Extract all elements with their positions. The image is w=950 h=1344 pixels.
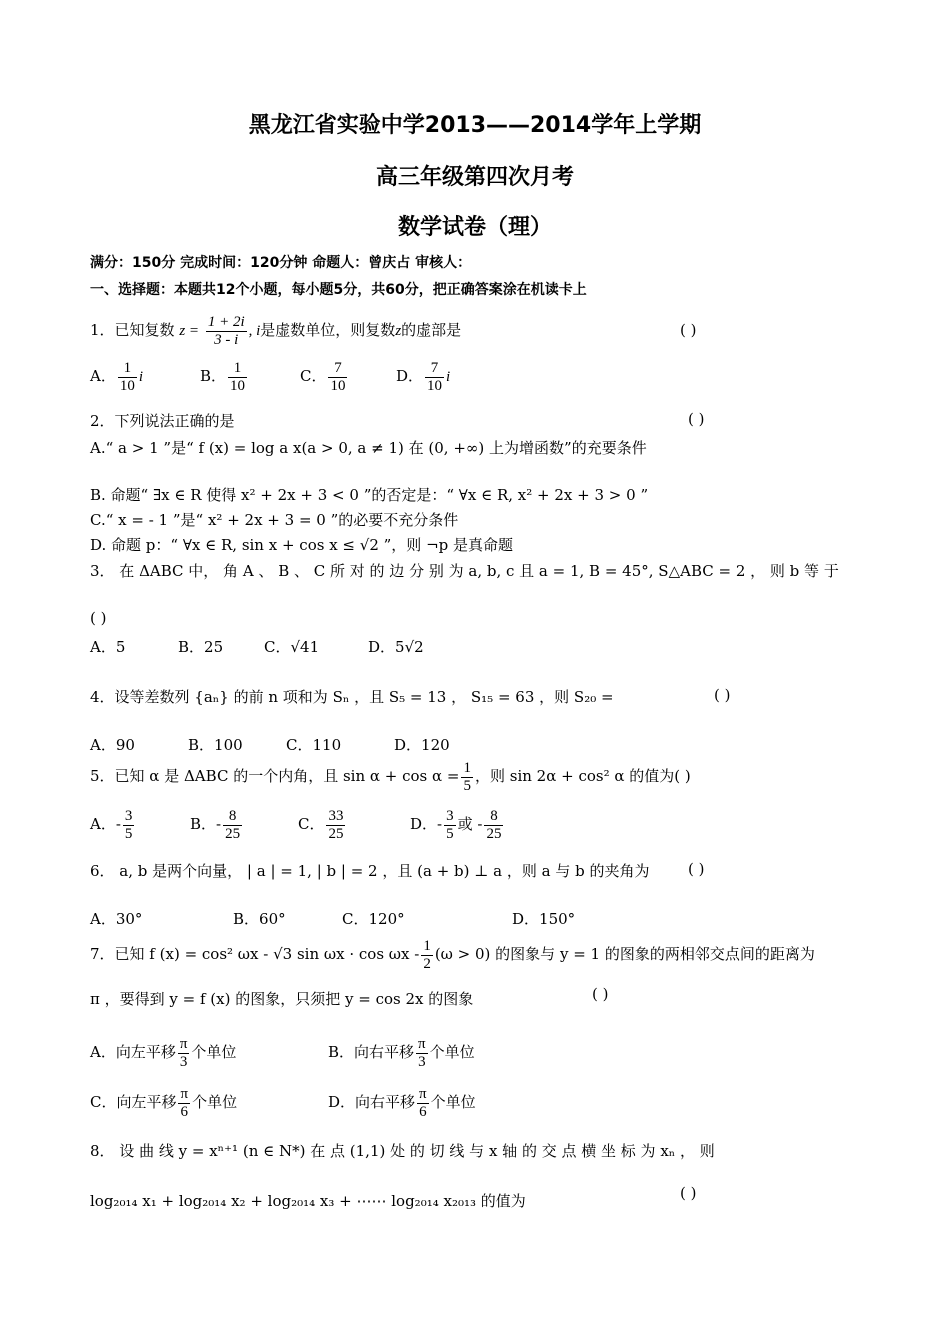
- answer-paren: ( ): [680, 321, 697, 339]
- question-7-cont: π ，要得到 y = f (x) 的图象，只须把 y = cos 2x 的图象: [90, 990, 474, 1008]
- option-a: A．30°: [90, 910, 143, 928]
- option-d: D．120: [394, 736, 450, 754]
- fraction: $\frac{1 + 2i}{3 - i}$: [207, 314, 245, 348]
- exam-meta: 满分：150分 完成时间：120分钟 命题人：曾庆占 审核人：: [90, 255, 472, 271]
- option-b: B． $\frac{1}{10}$: [200, 360, 246, 394]
- answer-paren: ( ): [688, 410, 705, 428]
- answer-paren: ( ): [680, 1184, 697, 1202]
- question-5: 5．已知 α 是 ΔABC 的一个内角，且 sin α + cos α = $\frac{1}{5}$ ，则 sin 2α + cos² α 的值为( ): [90, 760, 691, 794]
- question-3: 3． 在 ΔABC 中， 角 A 、 B 、 C 所 对 的 边 分 别 为 a, b, c 且 a = 1, B = 45°, S△ABC = 2 ， 则 b 等 于: [90, 562, 839, 580]
- option-c: C.“ x = - 1 ”是“ x² + 2x + 3 = 0 ”的必要不充分条件: [90, 511, 459, 529]
- option-a: A.“ a > 1 ”是“ f (x) = log a x(a > 0, a ≠ 1) 在 (0, +∞) 上为增函数”的充要条件: [90, 439, 647, 457]
- option-c: C．向左平移 $\frac{\pi}{6}$ 个单位: [90, 1086, 238, 1120]
- option-b: B．- $\frac{8}{25}$: [190, 808, 241, 842]
- option-d: D．5√2: [368, 638, 424, 656]
- option-a: A． $\frac{1}{10}$ i: [90, 360, 144, 394]
- answer-paren: ( ): [90, 609, 107, 627]
- question-1: 1．已知复数 z = $\frac{1 + 2i}{3 - i}$ , i是虚数单位，则复数z的虚部是: [90, 314, 462, 348]
- answer-paren: ( ): [714, 686, 731, 704]
- answer-paren: ( ): [592, 985, 609, 1003]
- question-6: 6． a, b 是两个向量， | a | = 1, | b | = 2 ，且 (a + b) ⊥ a ，则 a 与 b 的夹角为: [90, 862, 650, 880]
- option-d: D．- $\frac{3}{5}$ 或 - $\frac{8}{25}$: [410, 808, 502, 842]
- question-7: 7．已知 f (x) = cos² ωx - √3 sin ωx · cos ωx - $\frac{1}{2}$ (ω > 0) 的图象与 y = 1 的图象的两相邻交点间的距离为: [90, 938, 815, 972]
- question-8-cont: log₂₀₁₄ x₁ + log₂₀₁₄ x₂ + log₂₀₁₄ x₃ + ⋯⋯ log₂₀₁₄ x₂₀₁₃ 的值为: [90, 1192, 526, 1210]
- question-4: 4．设等差数列 {aₙ} 的前 n 项和为 Sₙ ，且 S₅ = 13 ， S₁₅ = 63 ，则 S₂₀ =: [90, 688, 614, 706]
- answer-paren: ( ): [688, 860, 705, 878]
- option-a: A．90: [90, 736, 135, 754]
- exam-subtitle: 高三年级第四次月考: [375, 165, 574, 190]
- option-c: C．√41: [264, 638, 320, 656]
- option-a: A．向左平移 $\frac{\pi}{3}$ 个单位: [90, 1036, 237, 1070]
- exam-subject: 数学试卷（理）: [397, 215, 552, 240]
- question-8: 8． 设 曲 线 y = xⁿ⁺¹ (n ∈ N*) 在 点 (1,1) 处 的 切 线 与 x 轴 的 交 点 横 坐 标 为 xₙ ， 则: [90, 1142, 715, 1160]
- option-a: A．5: [90, 638, 126, 656]
- option-a: A．- $\frac{3}{5}$: [90, 808, 133, 842]
- option-b: B．向右平移 $\frac{\pi}{3}$ 个单位: [328, 1036, 475, 1070]
- option-b: B．100: [188, 736, 243, 754]
- question-2: 2．下列说法正确的是: [90, 412, 235, 430]
- option-d: D. 命题 p：“ ∀x ∈ R, sin x + cos x ≤ √2 ”，则 ¬p 是真命题: [90, 536, 514, 554]
- option-d: D．向右平移 $\frac{\pi}{6}$ 个单位: [328, 1086, 476, 1120]
- exam-title: 黑龙江省实验中学2013——2014学年上学期: [248, 113, 702, 138]
- option-c: C． $\frac{33}{25}$: [298, 808, 344, 842]
- option-c: C．120°: [342, 910, 405, 928]
- option-c: C． $\frac{7}{10}$: [300, 360, 346, 394]
- option-b: B．60°: [233, 910, 286, 928]
- option-c: C．110: [286, 736, 342, 754]
- option-d: D． $\frac{7}{10}$ i: [396, 360, 451, 394]
- option-d: D．150°: [512, 910, 576, 928]
- option-b: B．25: [178, 638, 224, 656]
- section-heading: 一、选择题：本题共12个小题，每小题5分，共60分，把正确答案涂在机读卡上: [90, 282, 587, 298]
- option-b: B. 命题“ ∃x ∈ R 使得 x² + 2x + 3 < 0 ”的否定是：“ ∀x ∈ R, x² + 2x + 3 > 0 ”: [90, 486, 649, 504]
